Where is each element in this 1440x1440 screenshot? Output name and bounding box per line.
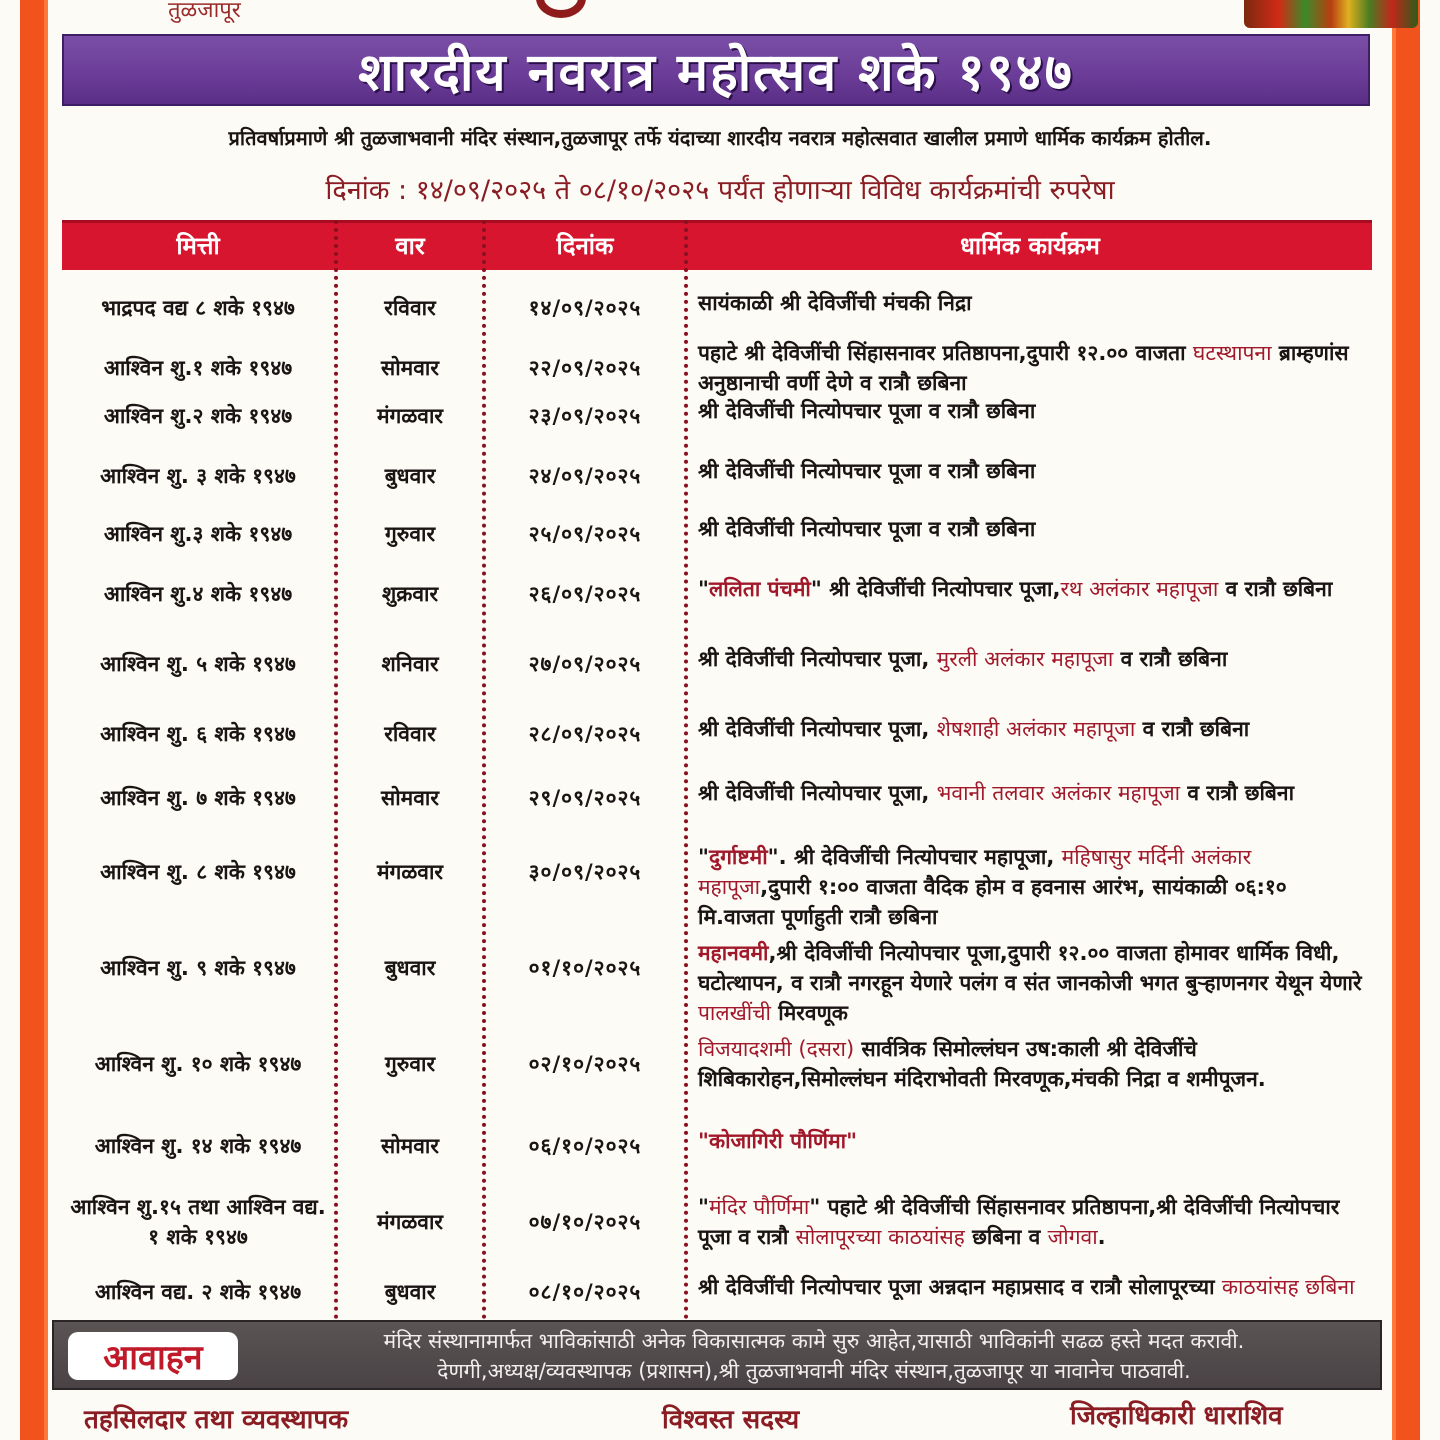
day-cell: शुक्रवार bbox=[381, 582, 439, 606]
tithi-cell: आश्विन शु.१ शके १९४७ bbox=[103, 356, 293, 380]
tithi-cell: आश्विन शु.१५ तथा आश्विन वद्य. १ शके १९४७ bbox=[70, 1195, 326, 1249]
table-row bbox=[62, 1192, 1372, 1256]
appeal-banner bbox=[52, 1320, 1382, 1390]
tithi-cell: आश्विन शु. ७ शके १९४७ bbox=[100, 786, 296, 810]
program-cell bbox=[698, 1192, 1370, 1252]
tithi-cell: आश्विन शु. ३ शके १९४७ bbox=[100, 464, 296, 488]
highlighted-text: ललिता पंचमी bbox=[708, 577, 811, 601]
signatory-trustee: विश्वस्त सदस्य bbox=[662, 1405, 800, 1435]
day-cell: मंगळवार bbox=[376, 860, 444, 884]
program-cell bbox=[698, 1272, 1370, 1302]
program-text: श्री देविजींची नित्योपचार पूजा, bbox=[698, 717, 937, 741]
left-border-frame bbox=[20, 0, 48, 1440]
table-header-row bbox=[62, 220, 1372, 270]
tithi-cell: आश्विन शु. ९ शके १९४७ bbox=[100, 956, 296, 980]
day-cell: बुधवार bbox=[384, 464, 436, 488]
date-cell: ३०/०९/२०२५ bbox=[528, 860, 642, 884]
table-row bbox=[62, 778, 1372, 818]
program-text: श्री देविजींची नित्योपचार पूजा अन्नदान महाप्रसाद व रात्रौ सोलापूरच्या bbox=[698, 1275, 1222, 1299]
program-text: छबिना व bbox=[964, 1225, 1048, 1249]
program-cell bbox=[698, 778, 1370, 808]
day-cell: मंगळवार bbox=[376, 404, 444, 428]
date-cell: २७/०९/२०२५ bbox=[528, 652, 642, 676]
highlighted-text: "कोजागिरी पौर्णिमा" bbox=[698, 1129, 858, 1153]
day-cell: बुधवार bbox=[384, 1280, 436, 1304]
program-cell bbox=[698, 288, 1370, 318]
day-cell: शनिवार bbox=[381, 652, 439, 676]
date-cell: ०६/१०/२०२५ bbox=[528, 1134, 642, 1158]
program-cell bbox=[698, 714, 1370, 744]
appeal-badge: आवाहन bbox=[68, 1332, 238, 1380]
program-text: व रात्रौ छबिना bbox=[1218, 577, 1333, 601]
date-cell: २६/०९/२०२५ bbox=[528, 582, 642, 606]
tithi-cell: आश्विन शु.३ शके १९४७ bbox=[103, 522, 293, 546]
date-cell: २८/०९/२०२५ bbox=[528, 722, 642, 746]
program-text: " श्री देविजींची नित्योपचार पूजा, bbox=[810, 577, 1061, 601]
program-text: ब्राम्हणांस अनुष्ठानाची वर्णी देणे व रात्रौ छबिना bbox=[698, 341, 1349, 395]
date-cell: ०७/१०/२०२५ bbox=[528, 1210, 642, 1234]
program-text: मिरवणूक bbox=[771, 1001, 848, 1025]
highlighted-text: विजयादशमी (दसरा) bbox=[698, 1037, 855, 1061]
tithi-cell: आश्विन शु. ५ शके १९४७ bbox=[100, 652, 296, 676]
deity-image bbox=[1244, 0, 1418, 28]
schedule-table bbox=[62, 220, 1372, 1320]
signatory-tehsildar: तहसिलदार तथा व्यवस्थापक bbox=[84, 1405, 349, 1435]
table-row bbox=[62, 938, 1372, 1025]
program-text: . bbox=[1097, 1225, 1106, 1249]
table-row bbox=[62, 1034, 1372, 1098]
date-cell: २५/०९/२०२५ bbox=[528, 522, 642, 546]
table-row bbox=[62, 714, 1372, 754]
highlighted-text: सोलापूरच्या काठयांसह bbox=[795, 1225, 965, 1249]
table-row bbox=[62, 1272, 1372, 1312]
date-cell: २४/०९/२०२५ bbox=[528, 464, 642, 488]
appeal-line-1: मंदिर संस्थानामार्फत भाविकांसाठी अनेक विकासात्मक कामे सुरु आहेत,यासाठी भाविकांनी सढळ हस्ते मदत करावी. bbox=[383, 1329, 1245, 1353]
date-cell: १४/०९/२०२५ bbox=[528, 296, 642, 320]
program-text: " bbox=[698, 845, 709, 869]
column-header-date: दिनांक bbox=[556, 232, 614, 260]
program-text: श्री देविजींची नित्योपचार पूजा व रात्रौ छबिना bbox=[698, 399, 1036, 423]
column-header-tithi: मित्ती bbox=[176, 232, 220, 260]
title-banner bbox=[62, 34, 1370, 106]
program-text: ,दुपारी १:०० वाजता वैदिक होम व हवनास आरंभ, सायंकाळी ०६:१० मि.वाजता पूर्णाहुती रात्रौ छबिना bbox=[698, 875, 1287, 929]
tithi-cell: भाद्रपद वद्य ८ शके १९४७ bbox=[101, 296, 295, 320]
tithi-cell: आश्विन शु. १० शके १९४७ bbox=[94, 1052, 302, 1076]
program-text: श्री देविजींची नित्योपचार पूजा व रात्रौ छबिना bbox=[698, 459, 1036, 483]
highlighted-text: जोगवा bbox=[1047, 1225, 1098, 1249]
tithi-cell: आश्विन शु. ६ शके १९४७ bbox=[100, 722, 296, 746]
highlighted-text: काठयांसह छबिना bbox=[1221, 1275, 1355, 1299]
column-header-day: वार bbox=[395, 232, 425, 260]
program-cell bbox=[698, 1034, 1370, 1094]
highlighted-text: भवानी तलवार अलंकार महापूजा bbox=[936, 781, 1181, 805]
program-cell bbox=[698, 396, 1370, 426]
program-cell bbox=[698, 644, 1370, 674]
day-cell: मंगळवार bbox=[376, 1210, 444, 1234]
signatory-collector: जिल्हाधिकारी धाराशिव bbox=[1070, 1401, 1283, 1431]
table-row bbox=[62, 396, 1372, 436]
date-cell: २२/०९/२०२५ bbox=[528, 356, 642, 380]
program-text: व रात्रौ छबिना bbox=[1180, 781, 1295, 805]
appeal-text bbox=[254, 1326, 1374, 1386]
date-cell: ०२/१०/२०२५ bbox=[528, 1052, 642, 1076]
program-cell bbox=[698, 574, 1370, 604]
date-cell: २३/०९/२०२५ bbox=[528, 404, 642, 428]
day-cell: गुरुवार bbox=[384, 522, 436, 546]
date-cell: २९/०९/२०२५ bbox=[528, 786, 642, 810]
program-cell bbox=[698, 842, 1370, 932]
program-cell bbox=[698, 338, 1370, 398]
intro-text: प्रतिवर्षाप्रमाणे श्री तुळजाभवानी मंदिर संस्थान,तुळजापूर तर्फे यंदाच्या शारदीय नवरात्र महोत्सवात खालील प्रमाणे धार्मिक कार्यक्रम होतील. bbox=[228, 126, 1212, 150]
table-row bbox=[62, 338, 1372, 394]
program-cell bbox=[698, 456, 1370, 486]
date-range-subtitle: दिनांक : १४/०९/२०२५ ते ०८/१०/२०२५ पर्यंत होणाऱ्या विविध कार्यक्रमांची रुपरेषा bbox=[325, 175, 1115, 206]
right-border-frame bbox=[1392, 0, 1420, 1440]
highlighted-text: मुरली अलंकार महापूजा bbox=[936, 647, 1114, 671]
program-cell bbox=[698, 938, 1370, 1028]
program-text: " bbox=[698, 577, 709, 601]
program-cell bbox=[698, 1126, 1370, 1156]
program-text: श्री देविजींची नित्योपचार पूजा व रात्रौ छबिना bbox=[698, 517, 1036, 541]
page-title: शारदीय नवरात्र महोत्सव शके १९४७ bbox=[358, 42, 1074, 103]
program-text: श्री देविजींची नित्योपचार पूजा, bbox=[698, 647, 937, 671]
program-text: श्री देविजींची नित्योपचार पूजा, bbox=[698, 781, 937, 805]
date-cell: ०८/१०/२०२५ bbox=[528, 1280, 642, 1304]
program-text: व रात्रौ छबिना bbox=[1135, 717, 1250, 741]
temple-logo-icon bbox=[536, 0, 586, 18]
date-cell: ०१/१०/२०२५ bbox=[528, 956, 642, 980]
day-cell: सोमवार bbox=[381, 356, 439, 380]
tithi-cell: आश्विन शु. १४ शके १९४७ bbox=[94, 1134, 302, 1158]
tithi-cell: आश्विन शु. ८ शके १९४७ bbox=[100, 860, 296, 884]
table-row bbox=[62, 456, 1372, 496]
program-text: ". श्री देविजींची नित्योपचार महापूजा, bbox=[767, 845, 1062, 869]
tithi-cell: आश्विन वद्य. २ शके १९४७ bbox=[94, 1280, 302, 1304]
table-row bbox=[62, 842, 1372, 929]
tithi-cell: आश्विन शु.२ शके १९४७ bbox=[103, 404, 293, 428]
day-cell: सोमवार bbox=[381, 1134, 439, 1158]
program-text: ,श्री देविजींची नित्योपचार पूजा,दुपारी १२.०० वाजता होमावर धार्मिक विधी, घटोत्थापन, व रात्रौ नगरहून येणारे पलंग व संत जानकोजी भगत बुऱ्हाणनगर येथून येणारे bbox=[698, 941, 1362, 995]
day-cell: गुरुवार bbox=[384, 1052, 436, 1076]
city-label: तुळजापूर bbox=[168, 0, 241, 23]
program-text: " पहाटे श्री देविजींची सिंहासनावर प्रतिष्ठापना,श्री देविजींची नित्योपचार पूजा व रात्रौ bbox=[698, 1195, 1340, 1249]
column-header-program: धार्मिक कार्यक्रम bbox=[960, 232, 1100, 260]
program-cell bbox=[698, 514, 1370, 544]
program-text: " bbox=[698, 1195, 709, 1219]
tithi-cell: आश्विन शु.४ शके १९४७ bbox=[103, 582, 293, 606]
appeal-line-2: देणगी,अध्यक्ष/व्यवस्थापक (प्रशासन),श्री तुळजाभवानी मंदिर संस्थान,तुळजापूर या नावानेच पाठवावी. bbox=[437, 1359, 1191, 1383]
highlighted-text: रथ अलंकार महापूजा bbox=[1060, 577, 1219, 601]
highlighted-text: दुर्गाष्टमी bbox=[708, 845, 768, 869]
top-strip bbox=[48, 0, 1392, 34]
day-cell: रविवार bbox=[384, 722, 436, 746]
table-row bbox=[62, 1126, 1372, 1166]
program-text: व रात्रौ छबिना bbox=[1113, 647, 1228, 671]
highlighted-text: महिषासुर मर्दिनी अलंकार महापूजा bbox=[698, 845, 1252, 899]
highlighted-text: घटस्थापना bbox=[1192, 341, 1272, 365]
table-row bbox=[62, 514, 1372, 554]
table-row bbox=[62, 644, 1372, 684]
day-cell: सोमवार bbox=[381, 786, 439, 810]
program-text: सार्वत्रिक सिमोल्लंघन उष:काली श्री देविजींचे शिबिकारोहन,सिमोल्लंघन मंदिराभोवती मिरवणूक,मंचकी निद्रा व शमीपूजन. bbox=[698, 1037, 1266, 1091]
highlighted-text: शेषशाही अलंकार महापूजा bbox=[936, 717, 1136, 741]
day-cell: बुधवार bbox=[384, 956, 436, 980]
program-text: सायंकाळी श्री देविजींची मंचकी निद्रा bbox=[698, 291, 972, 315]
program-text: पहाटे श्री देविजींची सिंहासनावर प्रतिष्ठापना,दुपारी १२.०० वाजता bbox=[698, 341, 1193, 365]
table-row bbox=[62, 574, 1372, 614]
table-row bbox=[62, 288, 1372, 328]
highlighted-text: महानवमी bbox=[698, 941, 769, 965]
day-cell: रविवार bbox=[384, 296, 436, 320]
highlighted-text: मंदिर पौर्णिमा bbox=[708, 1195, 810, 1219]
highlighted-text: पालखींची bbox=[698, 1001, 771, 1025]
